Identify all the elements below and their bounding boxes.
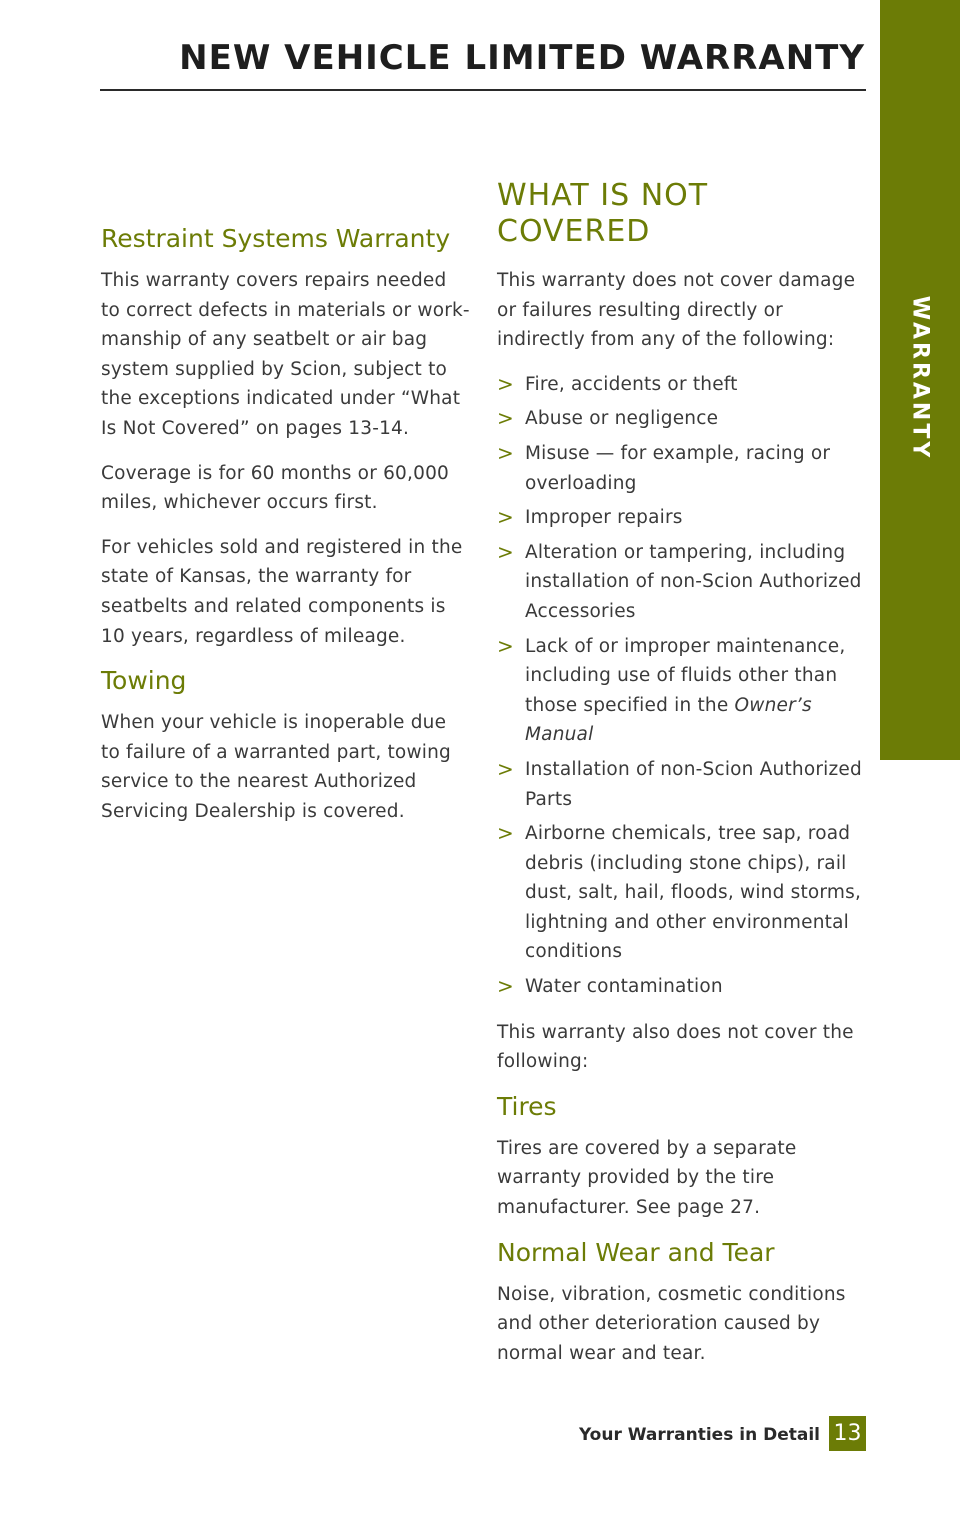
list-item-text: Abuse or negligence bbox=[525, 408, 719, 430]
left-column bbox=[101, 224, 471, 842]
list-item bbox=[497, 404, 872, 434]
bullet-marker: > bbox=[497, 406, 514, 431]
not-covered-outro: This warranty also does not cover the following: bbox=[497, 1021, 854, 1073]
side-tab bbox=[880, 0, 960, 760]
title-rule bbox=[100, 89, 866, 91]
list-item-text: Alteration or tampering, including installation of non-Scion Authorized Accessories bbox=[525, 541, 862, 622]
tires-paragraph: Tires are covered by a separate warranty provided by the tire manufacturer. See page 27. bbox=[497, 1137, 797, 1219]
list-item-text: Airborne chemicals, tree sap, road debris (including stone chips), rail dust, salt, hail, floods, wind storms, lightning and other environmental conditions bbox=[525, 823, 862, 963]
owners-manual-title: Owner’s Manual bbox=[525, 694, 812, 746]
tires-heading: Tires bbox=[497, 1091, 557, 1121]
not-covered-heading: WHAT IS NOT COVERED bbox=[497, 178, 709, 249]
bullet-marker: > bbox=[497, 821, 514, 846]
list-item bbox=[497, 972, 872, 1002]
list-item bbox=[497, 819, 872, 967]
page-number: 13 bbox=[829, 1416, 866, 1451]
bullet-marker: > bbox=[497, 756, 514, 781]
right-column bbox=[497, 178, 872, 1383]
list-item-text: Improper repairs bbox=[525, 507, 683, 529]
bullet-marker: > bbox=[497, 505, 514, 530]
side-tab-label: WARRANTY bbox=[907, 295, 933, 461]
list-item-text: Water contamination bbox=[525, 976, 723, 998]
list-item-text: Lack of or improper maintenance, including use of fluids other than those specified in the bbox=[525, 635, 846, 716]
bullet-marker: > bbox=[497, 371, 514, 396]
list-item-text: Misuse — for example, racing or overloading bbox=[525, 442, 831, 494]
bullet-marker: > bbox=[497, 539, 514, 564]
exclusions-list bbox=[497, 370, 872, 1002]
list-item-text: Installation of non-Scion Authorized Parts bbox=[525, 758, 862, 810]
list-item bbox=[497, 755, 872, 814]
bullet-marker: > bbox=[497, 633, 514, 658]
bullet-marker: > bbox=[497, 974, 514, 999]
bullet-marker: > bbox=[497, 440, 514, 465]
wear-heading: Normal Wear and Tear bbox=[497, 1237, 775, 1267]
restraint-paragraph-2: Coverage is for 60 months or 60,000 miles, whichever occurs first. bbox=[101, 462, 450, 514]
list-item-text: Fire, accidents or theft bbox=[525, 373, 738, 395]
restraint-paragraph-1: This warranty covers repairs needed to correct defects in materials or work-manship of any seatbelt or air bag system supplied by Scion, subject to the exceptions indicated under “What Is Not Covered” on pages 13-14. bbox=[101, 270, 470, 439]
list-item bbox=[497, 370, 872, 400]
list-item bbox=[497, 538, 872, 627]
list-item bbox=[497, 503, 872, 533]
page-title: NEW VEHICLE LIMITED WARRANTY bbox=[179, 38, 865, 78]
wear-paragraph: Noise, vibration, cosmetic conditions and other deterioration caused by normal wear and tear. bbox=[497, 1283, 846, 1364]
not-covered-intro: This warranty does not cover damage or failures resulting directly or indirectly from any of the following: bbox=[497, 270, 856, 351]
towing-paragraph: When your vehicle is inoperable due to failure of a warranted part, towing service to the nearest Authorized Servicing Dealership is covered. bbox=[101, 712, 451, 822]
list-item bbox=[497, 439, 872, 498]
towing-heading: Towing bbox=[101, 666, 187, 696]
footer-label: Your Warranties in Detail bbox=[578, 1425, 820, 1445]
restraint-paragraph-3: For vehicles sold and registered in the state of Kansas, the warranty for seatbelts and related components is 10 years, regardless of mileage. bbox=[101, 536, 463, 647]
list-item bbox=[497, 632, 872, 750]
restraint-heading: Restraint Systems Warranty bbox=[101, 224, 451, 253]
